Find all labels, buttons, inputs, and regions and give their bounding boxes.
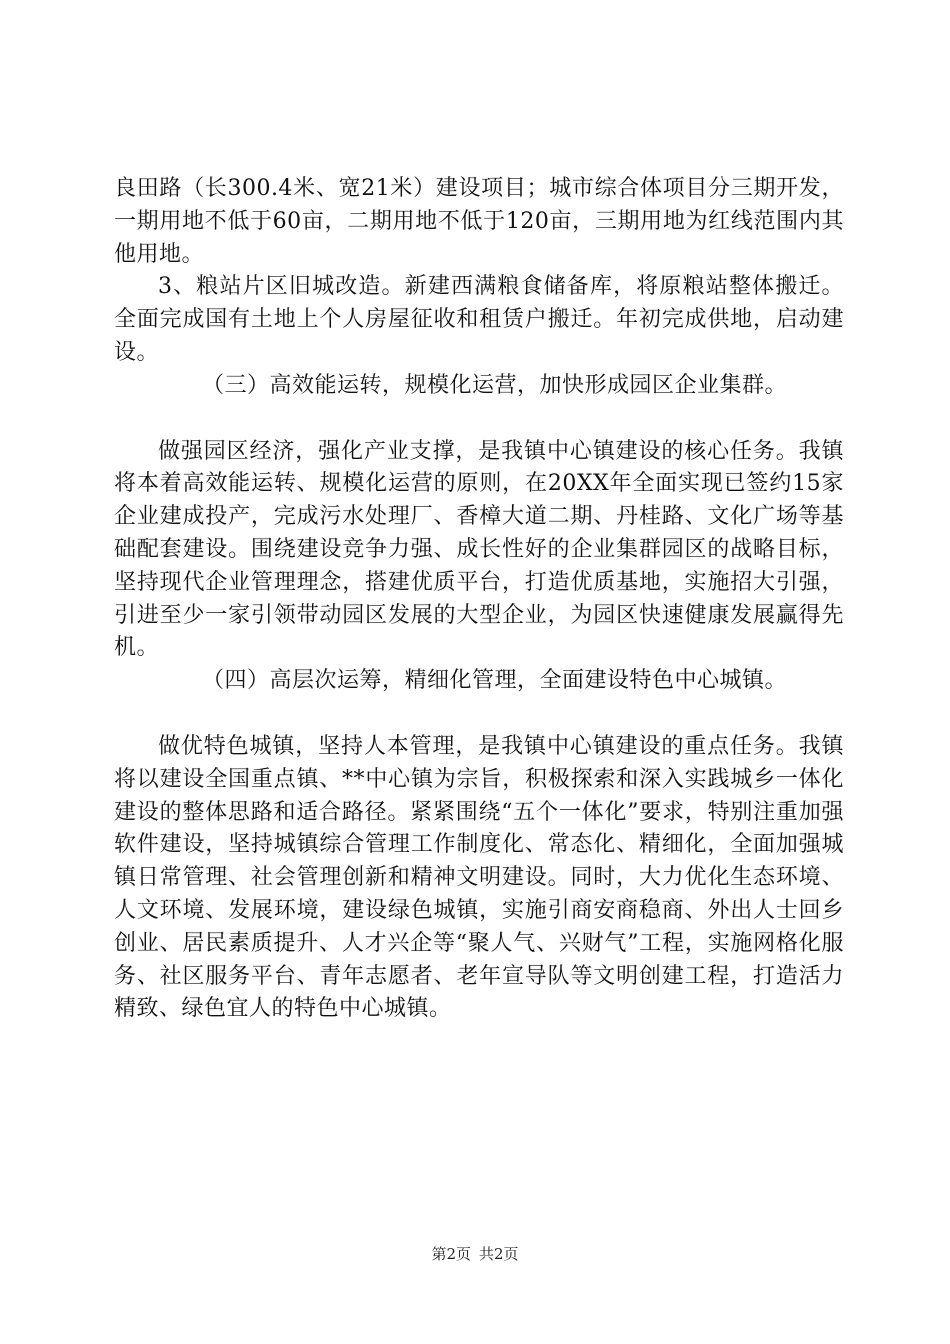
- section-heading-3: （三）高效能运转，规模化运营，加快形成园区企业集群。: [202, 372, 788, 398]
- paragraph-featured-town: 做优特色城镇，坚持人本管理，是我镇中心镇建设的重点任务。我镇将以建设全国重点镇、**中心镇为宗旨，积极探索和深入实践城乡一体化建设的整体思路和适合路径。紧紧围绕“五个一体化”要求，特别注重加强软件建设，坚持城镇综合管理工作制度化、常态化、精细化，全面加强城镇日常管理、社会管理创新和精神文明建设。同时，大力优化生态环境、人文环境、发展环境，建设绿色城镇，实施引商安商稳商、外出人士回乡创业、居民素质提升、人才兴企等“聚人气、兴财气”工程，实施网格化服务、社区服务平台、青年志愿者、老年宣导队等文明创建工程，打造活力精致、绿色宜人的特色中心城镇。: [114, 733, 844, 1022]
- section-heading-4: （四）高层次运筹，精细化管理，全面建设特色中心城镇。: [202, 668, 788, 694]
- page-number-current: 第2页: [431, 1245, 471, 1263]
- paragraph-item-3: 3、粮站片区旧城改造。新建西满粮食储备库，将原粮站整体搬迁。全面完成国有土地上个人房屋征收和租赁户搬迁。年初完成供地，启动建设。: [114, 274, 844, 365]
- document-body: [114, 173, 844, 1026]
- page-footer: [0, 1243, 950, 1264]
- paragraph-park-economy: 做强园区经济，强化产业支撑，是我镇中心镇建设的核心任务。我镇将本着高效能运转、规模化运营的原则，在20XX年全面实现已签约15家企业建成投产，完成污水处理厂、香樟大道二期、丹桂路、文化广场等基础配套建设。围绕建设竞争力强、成长性好的企业集群园区的战略目标，坚持现代企业管理理念，搭建优质平台，打造优质基地，实施招大引强，引进至少一家引领带动园区发展的大型企业，为园区快速健康发展赢得先机。: [114, 438, 844, 661]
- page-number-total: 共2页: [479, 1245, 519, 1263]
- paragraph-continuation: 良田路（长300.4米、宽21米）建设项目；城市综合体项目分三期开发，一期用地不低于60亩，二期用地不低于120亩，三期用地为红线范围内其他用地。: [114, 176, 844, 267]
